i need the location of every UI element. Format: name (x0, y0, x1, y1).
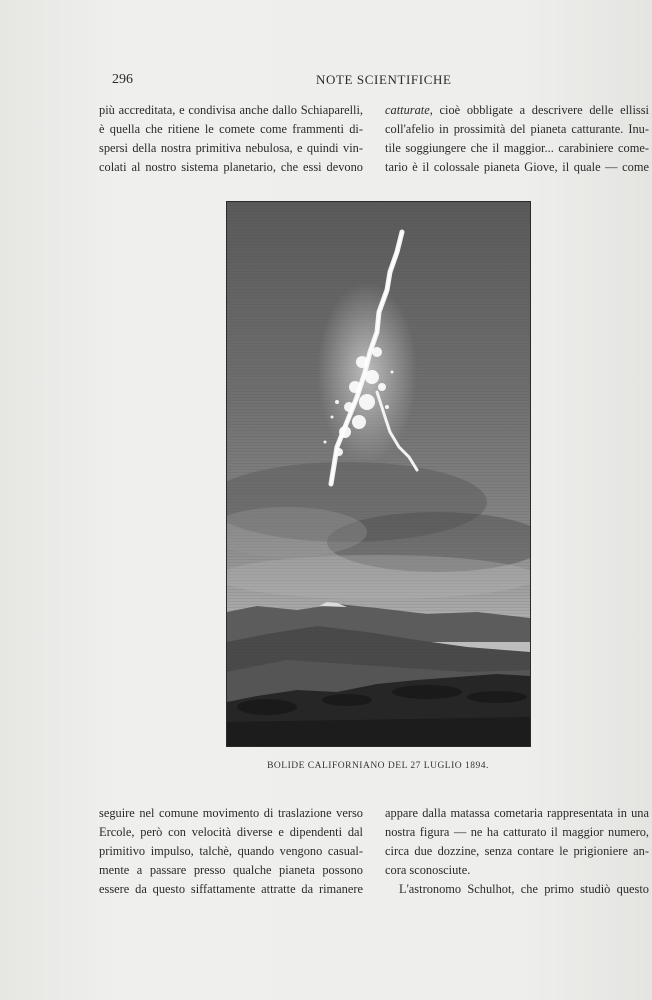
text-line: spersi della nostra primitiva nebulosa, e quindi vin- (99, 141, 363, 155)
text-line: Ercole, però con velocità diverse e dipendenti dal (99, 825, 363, 839)
text-line: nostra figura — ne ha catturato il maggior numero, (385, 825, 649, 839)
page-number: 296 (112, 72, 133, 87)
text-line: seguire nel comune movimento di traslazione verso (99, 806, 363, 820)
engraving-illustration (227, 202, 530, 746)
text-line: L'astronomo Schulhot, che primo studiò questo (399, 882, 649, 896)
text-column-bottom-left (99, 804, 363, 899)
text-line: è quella che ritiene le comete come frammenti di- (99, 122, 363, 136)
text-line: essere da questo siffattamente attratte da rimanere (99, 882, 363, 896)
text-line: tile soggiungere che il maggior... carabiniere come- (385, 141, 649, 155)
running-head: NOTE SCIENTIFICHE (316, 72, 452, 87)
text-line: colati al nostro sistema planetario, che essi devono (99, 160, 363, 174)
text-line: catturate, cioè obbligate a descrivere delle ellissi (385, 103, 649, 117)
text-line: mente a passare presso qualche pianeta possono (99, 863, 363, 877)
text-line: circa due dozzine, senza contare le prigioniere an- (385, 844, 649, 858)
caption-text: BOLIDE CALIFORNIANO DEL 27 LUGLIO 1894. (267, 761, 489, 771)
text-line: tario è il colossale pianeta Giove, il quale — come (385, 160, 649, 174)
bolide-engraving (226, 201, 531, 747)
text-line: cora sconosciute. (385, 863, 471, 877)
text-line: appare dalla matassa cometaria rappresentata in una (385, 806, 649, 820)
text-line: coll'afelio in prossimità del pianeta catturante. Inu- (385, 122, 649, 136)
page-header (0, 72, 652, 92)
text-column-top-right (385, 101, 649, 177)
figure-caption (0, 761, 652, 771)
text-line: primitivo impulso, talchè, quando vengono casual- (99, 844, 363, 858)
text-column-top-left (99, 101, 363, 177)
italic-word: catturate (385, 103, 430, 117)
text-line: più accreditata, e condivisa anche dallo Schiaparelli, (99, 103, 363, 117)
text-column-bottom-right (385, 804, 649, 899)
